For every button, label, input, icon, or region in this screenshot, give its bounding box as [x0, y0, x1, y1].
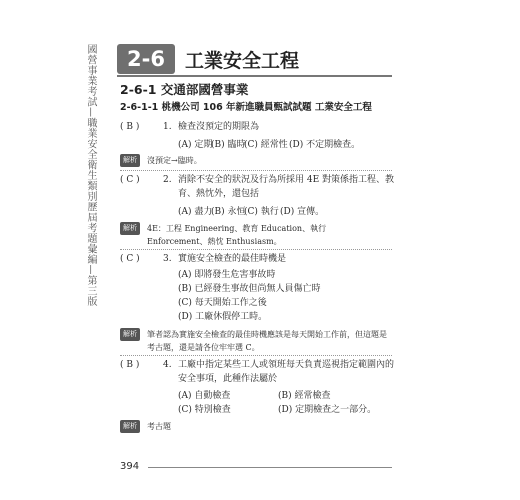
- explanation-tag: 解析: [120, 222, 140, 235]
- answer-key: ( C ): [120, 254, 140, 264]
- option-b: (B) 已經發生事故但尚無人員傷亡時: [178, 284, 321, 294]
- page-number: 394: [120, 461, 140, 472]
- divider: [120, 170, 392, 171]
- option-a: (A) 自動檢查: [178, 391, 231, 401]
- option-d: (D) 定期檢查之一部分。: [278, 405, 377, 415]
- option-d: (D) 不定期檢查。: [289, 140, 361, 150]
- explanation-2: [120, 222, 390, 248]
- footer-rule: [148, 467, 392, 468]
- option-d: (D) 宣傳。: [280, 207, 325, 217]
- option-a: (A) 即將發生危害事故時: [178, 270, 276, 280]
- option-c: (C) 特別檢查: [178, 405, 231, 415]
- explanation-tag: 解析: [120, 154, 140, 167]
- section-heading: 2-6-1 交通部國營事業: [120, 82, 249, 97]
- question-number: 1.: [163, 122, 172, 132]
- explanation-text: 考古題: [147, 422, 171, 431]
- question-text: 消除不安全的狀況及行為所採用 4E 對策係指工程、教育、熱忱外，還包括: [178, 175, 395, 199]
- explanation-1: [120, 154, 390, 167]
- option-a: (A) 盡力: [178, 207, 213, 217]
- chapter-title: 工業安全工程: [185, 49, 300, 72]
- option-b: (B) 經常檢查: [278, 391, 331, 401]
- chapter-rule: [117, 75, 392, 77]
- question-2: [120, 173, 395, 201]
- option-a: (A) 定期: [178, 140, 213, 150]
- explanation-tag: 解析: [120, 420, 140, 433]
- subsection-heading: 2-6-1-1 桃機公司 106 年新進職員甄試試題 工業安全工程: [120, 102, 372, 113]
- explanation-3: [120, 328, 390, 354]
- question-number: 4.: [163, 360, 172, 370]
- option-c: (C) 執行: [244, 207, 279, 217]
- question-text: 工廠中指定某些工人或領班每天負責巡視指定範圍內的安全事項，此種作法屬於: [178, 360, 395, 384]
- explanation-text: 4E：工程 Engineering、教育 Education、執行 Enforcement、熱忱 Enthusiasm。: [147, 224, 327, 246]
- question-number: 3.: [163, 254, 172, 264]
- answer-key: ( C ): [120, 175, 140, 185]
- chapter-number-badge: 2-6: [117, 44, 175, 74]
- option-c: (C) 每天開始工作之後: [178, 298, 267, 308]
- chapter-header: [117, 44, 392, 74]
- question-4: [120, 358, 395, 386]
- option-b: (B) 臨時: [211, 140, 246, 150]
- question-number: 2.: [163, 175, 172, 185]
- divider: [120, 355, 392, 356]
- explanation-4: [120, 420, 390, 433]
- question-3: [120, 252, 395, 266]
- explanation-text: 沒預定→臨時。: [147, 156, 202, 165]
- explanation-text: 筆者認為實施安全檢查的最佳時機應該是每天開始工作前，但這題是考古題，還是請各位牢牢選 C。: [147, 330, 387, 352]
- answer-key: ( B ): [120, 122, 140, 132]
- side-running-title: 國營事業考試—職業安全衛生類別歷屆考題彙編—第三版: [85, 44, 96, 307]
- option-c: (C) 經常性: [244, 140, 288, 150]
- question-1: [120, 120, 395, 134]
- option-b: (B) 永恒: [211, 207, 246, 217]
- question-text: 實施安全檢查的最佳時機是: [178, 254, 287, 264]
- answer-key: ( B ): [120, 360, 140, 370]
- question-text: 檢查沒預定的期限為: [178, 122, 260, 132]
- divider: [120, 249, 392, 250]
- explanation-tag: 解析: [120, 328, 140, 341]
- option-d: (D) 工廠休假停工時。: [178, 312, 268, 322]
